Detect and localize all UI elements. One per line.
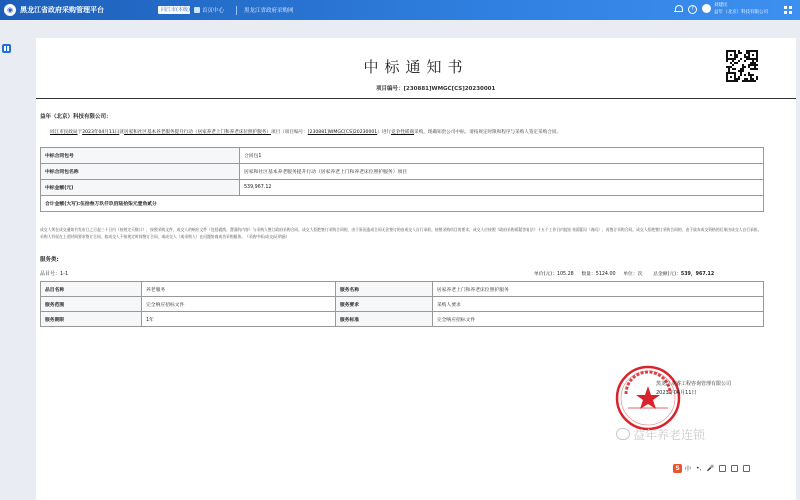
table-row (41, 196, 764, 212)
capital-amount: 合计金额(大写):伍拾叁万玖仟玖佰陆拾柒元壹角贰分 (41, 196, 764, 212)
user-avatar[interactable] (702, 4, 711, 13)
portal-link[interactable]: 黑龙江省政府采购网 (244, 8, 294, 14)
filled-field: 居家和社区基本养老服务提升行动（居家养老上门和养老床位照护服务） (123, 130, 271, 135)
service-table (40, 281, 764, 327)
service-stats: 单价(元)：105.28 数量：5124.00 单位：次 总金额(元)：539，967.12 (534, 272, 715, 277)
award-label: 中标合同包号 (41, 148, 240, 164)
watermark: 益年养老连锁 (616, 426, 705, 443)
filled-field: 竞争性磋商 (391, 130, 415, 135)
notification-bell-icon[interactable] (674, 4, 682, 14)
project-number: 项目编号：[230881]WMGC[CS]20230001 (376, 86, 496, 92)
award-value: 居家和社区基本养老服务提升行动（居家养老上门和养老床位照护服务）项目 (240, 164, 764, 180)
microphone-icon[interactable]: 🎤 (706, 464, 714, 472)
agency-name: 黑龙江卓睿工程咨询管理有限公司 (656, 381, 732, 387)
toolbox-icon[interactable] (743, 465, 750, 472)
service-label: 服务期限 (41, 312, 142, 327)
notice-text: 于 (77, 130, 83, 135)
notice-text: ）进行 (377, 130, 392, 135)
award-label: 中标合同包名称 (41, 164, 240, 180)
divider (236, 6, 237, 15)
shirt-icon[interactable] (731, 465, 738, 472)
award-table (40, 147, 764, 212)
ime-language[interactable]: 中 (685, 465, 692, 473)
region-selector[interactable]: 同江市(本级) (158, 6, 190, 14)
table-row (41, 312, 764, 327)
filled-field: 2023年04月11日 (82, 130, 120, 135)
agency-signature (656, 380, 731, 398)
service-value: 居家养老上门和养老床位照护服务 (432, 282, 763, 297)
qr-code-icon (726, 50, 758, 82)
notice-text: 采购。现确知贵公司中标，请按规定时限和程序与采购人签定采购合同。 (414, 130, 562, 135)
service-value: 养老服务 (142, 282, 336, 297)
ime-toolbar[interactable] (673, 463, 755, 473)
notice-title: 中标通知书 (363, 58, 469, 76)
keyboard-icon[interactable] (719, 465, 726, 472)
ime-logo-icon[interactable]: S (673, 464, 682, 473)
table-row (41, 148, 764, 164)
sidebar-toggle-button[interactable] (2, 44, 11, 53)
service-label: 服务标准 (335, 312, 432, 327)
platform-logo-icon: ◉ (4, 4, 16, 16)
award-label: 中标金额(元) (41, 180, 240, 196)
filled-field: [230881]WMGC[CS]20230001 (307, 130, 378, 135)
terms-paragraph: 成交人须在成交通知书发布日之日起三十日内（按规定天数计），按照采购文件、成交人的响应文件（包括磋商、澄清的内容）与采购人签订政府采购合同。成交人拒绝签订采购合同的，由于原因造成合同无法签订的由成交人自行承担。按照采购项目的要求，成交人应按照《政府采购质疑答复法》十五个工作日内提出书面疑问（询问），再签订采购合同。成交人拒绝签订采购合同的，由于放弃成交资格的后果由成交人自行承担。采购人有权在上述时间要求签订合同，如成交人不按规定时间签订合同，或成交人（或采购人）在问题协商成功采购服务。（采购中标/成交/证明函） (40, 227, 762, 239)
title-rule (36, 98, 796, 99)
notice-text: 项目（项目编号： (270, 130, 308, 135)
service-value: 完全响应招标文件 (432, 312, 763, 327)
grid-icon (194, 7, 200, 13)
user-name: 刘建民 (714, 3, 728, 8)
notice-body (50, 129, 561, 135)
agency-date: 2023年04月11日 (656, 390, 697, 396)
batch-number: 品目号：1-1 (40, 271, 69, 277)
award-value: 539,967.12 (240, 180, 764, 196)
user-info[interactable] (714, 2, 768, 16)
help-icon[interactable]: ? (688, 5, 697, 14)
service-label: 服务要求 (335, 297, 432, 312)
service-label: 服务范围 (41, 297, 142, 312)
addressee: 益年（北京）科技有限公司： (40, 114, 112, 120)
notice-text: 就 (119, 130, 124, 135)
service-label: 品目名称 (41, 282, 142, 297)
workbench-link[interactable]: 首页中心 (194, 6, 224, 14)
table-row (41, 180, 764, 196)
wechat-icon (616, 428, 630, 440)
table-row (41, 282, 764, 297)
service-value: 完全响应招标文件 (142, 297, 336, 312)
official-seal (614, 364, 682, 432)
award-notice-document (36, 38, 796, 500)
service-value: 采购人要求 (432, 297, 763, 312)
app-menu-icon[interactable] (784, 6, 792, 14)
service-label: 服务名称 (335, 282, 432, 297)
top-nav-bar (0, 0, 800, 20)
ime-punctuation[interactable]: •, (696, 464, 702, 472)
user-org: 益年（北京）科技有限公司 (714, 10, 768, 15)
service-section-title: 服务类: (40, 257, 59, 263)
system-name: 黑龙江省政府采购管理平台 (20, 6, 104, 14)
service-value: 1年 (142, 312, 336, 327)
award-value: 合同包1 (240, 148, 764, 164)
table-row (41, 164, 764, 180)
filled-field: 同江市民政局 (50, 130, 78, 135)
table-row (41, 297, 764, 312)
